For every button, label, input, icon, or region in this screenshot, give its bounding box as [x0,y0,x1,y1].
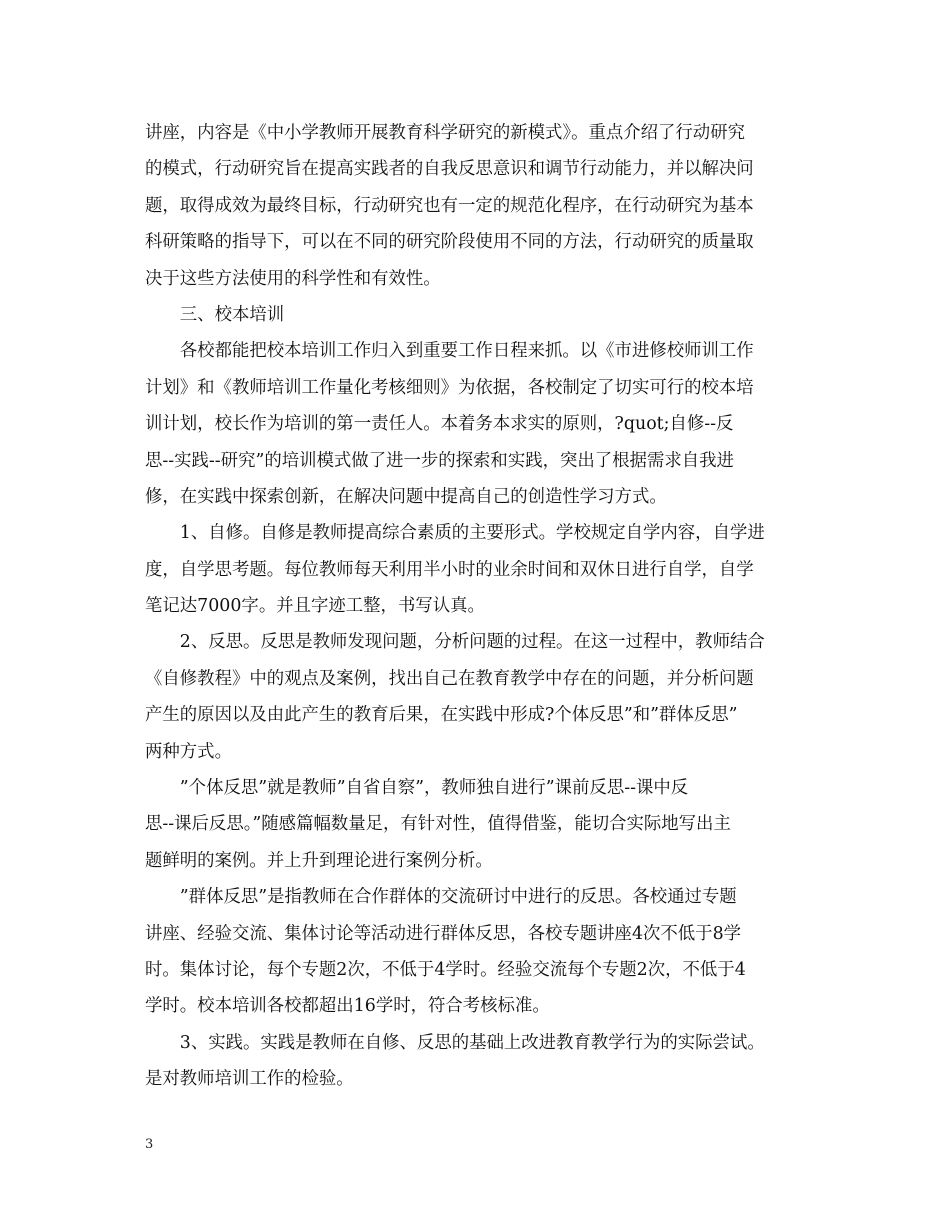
text-line: 两种方式。 [145,741,232,762]
text-line: 题，取得成效为最终目标，行动研究也有一定的规范化程序，在行动研究为基本 [145,195,754,216]
section-heading: 三、校本培训 [145,304,285,325]
page-number: 3 [145,1137,154,1152]
text-line: 各校都能把校本培训工作归入到重要工作日程来抓。以《市进修校师训工作 [145,341,754,362]
text-line: 时。集体讨论，每个专题2次，不低于4学时。经验交流每个专题2次，不低于4 [145,959,746,980]
text-line: ”群体反思”是指教师在合作群体的交流研讨中进行的反思。各校通过专题 [145,887,737,908]
text-line: 讲座，内容是《中小学教师开展教育科学研究的新模式》。重点介绍了行动研究 [145,123,745,143]
text-line: 计划》和《教师培训工作量化考核细则》为依据，各校制定了切实可行的校本培 [145,377,754,398]
text-line: 3、实践。实践是教师在自修、反思的基础上改进教育教学行为的实际尝试。 [145,1032,765,1053]
text-line: 修，在实践中探索创新，在解决问题中提高自己的创造性学习方式。 [145,486,667,507]
text-line: 产生的原因以及由此产生的教育后果，在实践中形成?个体反思”和”群体反思” [145,705,738,726]
text-line: 训计划，校长作为培训的第一责任人。本着务本求实的原则，?quot;自修--反 [145,414,734,435]
text-line: 决于这些方法使用的科学性和有效性。 [145,268,441,289]
text-line: 科研策略的指导下，可以在不同的研究阶段使用不同的方法，行动研究的质量取 [145,232,754,253]
text-line: 学时。校本培训各校都超出16学时，符合考核标准。 [145,996,550,1017]
text-line: 笔记达7000字。并且字迹工整，书写认真。 [145,596,485,617]
text-line: 题鲜明的案例。并上升到理论进行案例分析。 [145,850,493,871]
text-line: 2、反思。反思是教师发现问题，分析问题的过程。在这一过程中，教师结合 [145,632,765,653]
text-line: 是对教师培训工作的检验。 [145,1069,354,1090]
text-line: 思--实践--研究”的培训模式做了进一步的探索和实践，突出了根据需求自我进 [145,450,734,471]
document-body [145,115,810,1098]
text-line: 思--课后反思。”随感篇幅数量足，有针对性，值得借鉴，能切合实际地写出主 [145,814,731,835]
text-line: 的模式，行动研究旨在提高实践者的自我反思意识和调节行动能力，并以解决问 [145,159,754,180]
text-line: ”个体反思”就是教师”自省自察”，教师独自进行”课前反思--课中反 [145,778,689,799]
text-line: 《自修教程》中的观点及案例，找出自己在教育教学中存在的问题，并分析问题 [145,668,754,689]
text-line: 1、自修。自修是教师提高综合素质的主要形式。学校规定自学内容，自学进 [145,523,765,544]
text-line: 讲座、经验交流、集体讨论等活动进行群体反思，各校专题讲座4次不低于8学 [145,923,742,944]
text-line: 度，自学思考题。每位教师每天利用半小时的业余时间和双休日进行自学，自学 [145,559,754,580]
